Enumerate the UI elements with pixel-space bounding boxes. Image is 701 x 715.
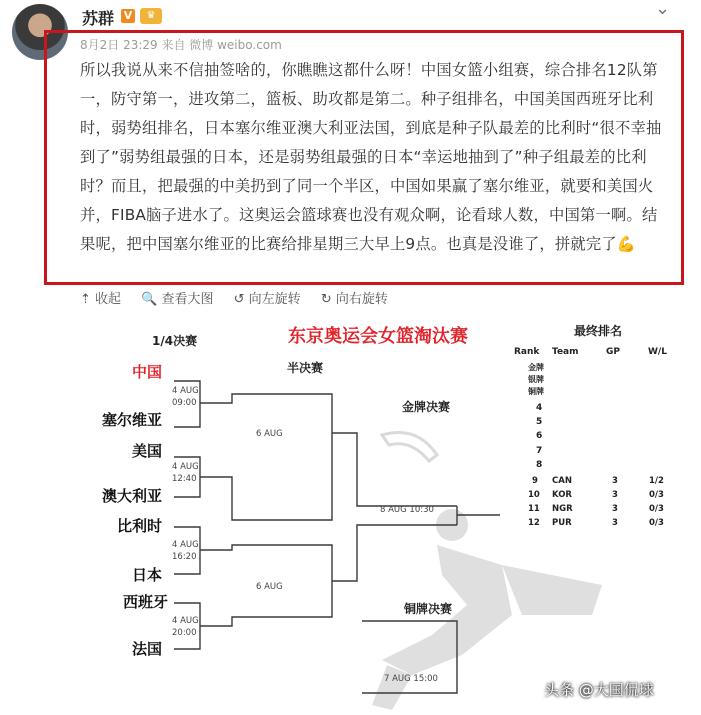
sf-label: 半决赛: [287, 361, 324, 375]
team-label: 塞尔维亚: [101, 411, 162, 429]
row-rank: 11: [528, 504, 540, 514]
rank-number: 6: [536, 431, 543, 441]
qf-date: 4 AUG: [172, 462, 199, 472]
medal-rank: 金牌: [528, 363, 544, 372]
view-large-button[interactable]: 🔍 查看大图: [141, 292, 214, 307]
row-wl: 0/3: [649, 518, 664, 528]
rotate-right-button[interactable]: ↻ 向右旋转: [320, 292, 388, 307]
team-label: 中国: [131, 363, 162, 381]
row-gp: 3: [612, 518, 618, 528]
qf-date: 4 AUG: [172, 386, 199, 396]
rank-number: 8: [536, 460, 543, 470]
team-label: 西班牙: [122, 593, 168, 611]
team-label: 澳大利亚: [101, 487, 162, 505]
rotate-left-button[interactable]: ↺ 向左旋转: [233, 292, 301, 307]
standings-header: GP: [606, 347, 620, 357]
team-label: 美国: [131, 442, 162, 460]
bronze-date: 7 AUG 15:00: [384, 674, 438, 684]
row-wl: 1/2: [649, 476, 664, 486]
standings-title: 最终排名: [574, 324, 623, 338]
row-gp: 3: [612, 490, 618, 500]
post-meta: 8月2日 23:29 来自 微博 weibo.com: [80, 38, 282, 52]
row-rank: 12: [528, 518, 540, 528]
team-label: 比利时: [116, 517, 162, 535]
qf-date: 4 AUG: [172, 540, 199, 550]
sf-date: 6 AUG: [256, 582, 283, 592]
username[interactable]: 苏群: [82, 9, 115, 28]
row-team: PUR: [552, 518, 572, 528]
crown-icon: ♛: [140, 8, 162, 24]
standings-header: W/L: [648, 347, 667, 357]
row-rank: 10: [528, 490, 540, 500]
team-label: 日本: [131, 566, 162, 584]
sf-date: 6 AUG: [256, 429, 283, 439]
rank-number: 7: [536, 446, 543, 456]
row-rank: 9: [532, 476, 538, 486]
highlight-frame: [44, 30, 684, 285]
qf-date: 4 AUG: [172, 616, 199, 626]
qf-time: 12:40: [172, 474, 197, 484]
bronze-label: 铜牌决赛: [404, 602, 453, 616]
qf-label: 1/4决赛: [152, 334, 198, 348]
row-wl: 0/3: [649, 504, 664, 514]
bracket-title: 东京奥运会女篮淘汰赛: [288, 326, 468, 347]
gold-date: 8 AUG 10:30: [380, 505, 434, 515]
standings-header: Rank: [514, 347, 540, 357]
collapse-button[interactable]: ⇡ 收起: [80, 292, 122, 307]
verified-badge: V: [121, 9, 135, 23]
row-team: CAN: [552, 476, 572, 486]
row-team: NGR: [552, 504, 573, 514]
team-label: 法国: [131, 640, 162, 658]
row-gp: 3: [612, 504, 618, 514]
medal-rank: 铜牌: [528, 387, 544, 396]
post-text: 所以我说从来不信抽签啥的，你瞧瞧这都什么呀！中国女篮小组赛，综合排名12队第一，防守第一，进攻第二，篮板、助攻都是第二。种子组排名，中国美国西班牙比利时，弱势组排名，日本塞尔维亚澳大利亚法国，到底是种子队最差的比利时“很不幸抽到了”弱势组最强的日本，还是弱势组最强的日本“幸运地抽到了”种子组最差的比利时？而且，把最强的中美扔到了同一个半区，中国如果赢了塞尔维亚，就要和美国火并，FIBA脑子进水了。这奥运会篮球赛也没有观众啊，论看球人数，中国第一啊。结果呢，把中国塞尔维亚的比赛给排星期三大早上9点。也真是没谁了，拼就完了💪: [80, 61, 662, 253]
image-toolbar: [80, 288, 404, 307]
rank-number: 4: [536, 403, 543, 413]
medal-rank: 银牌: [528, 375, 544, 384]
watermark: 头条 @大国侃球: [544, 681, 654, 699]
chevron-down-icon[interactable]: ⌄: [655, 0, 671, 19]
row-team: KOR: [552, 490, 572, 500]
bracket-image: [82, 315, 674, 715]
gold-label: 金牌决赛: [402, 400, 451, 414]
qf-time: 09:00: [172, 398, 197, 408]
qf-time: 16:20: [172, 552, 197, 562]
rank-number: 5: [536, 417, 543, 427]
standings-header: Team: [552, 347, 579, 357]
qf-time: 20:00: [172, 628, 197, 638]
row-gp: 3: [612, 476, 618, 486]
row-wl: 0/3: [649, 490, 664, 500]
